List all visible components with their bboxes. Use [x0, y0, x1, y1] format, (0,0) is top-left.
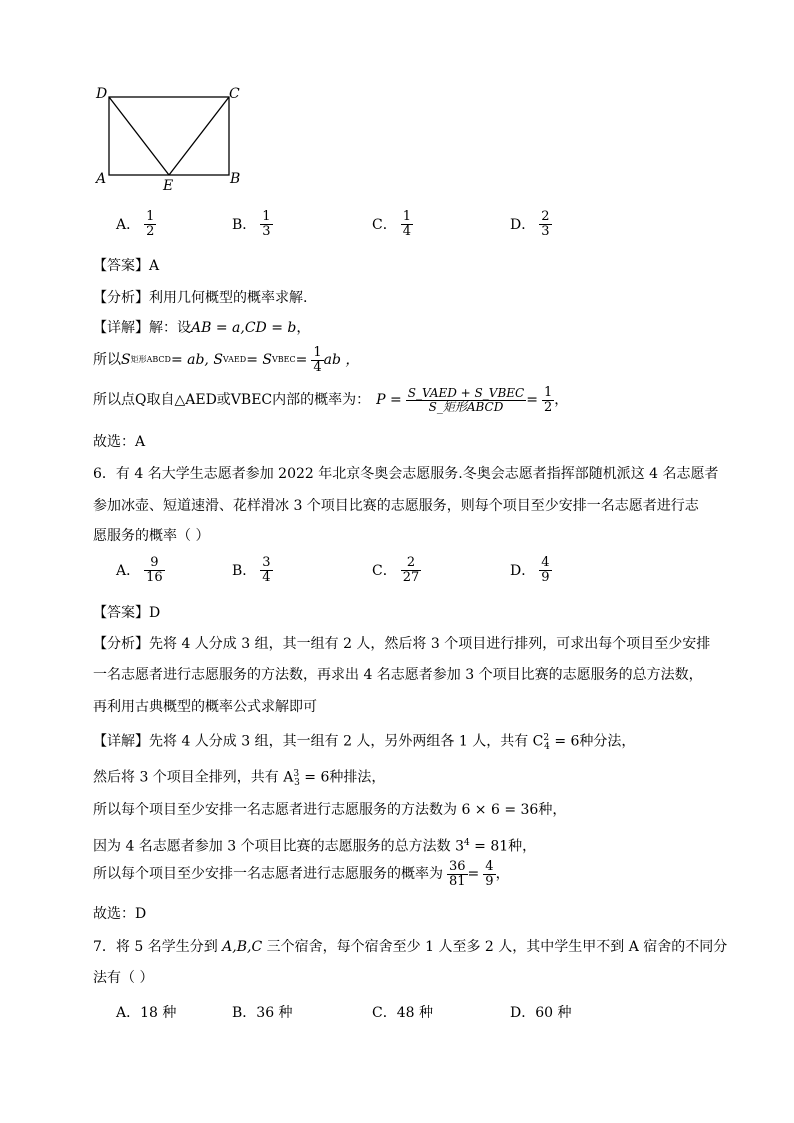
label-e: E	[163, 178, 174, 194]
q6-stem-3: 愿服务的概率（ ）	[93, 528, 210, 544]
q5-option-a[interactable]: A． $\frac{1}{2}$	[116, 209, 155, 239]
fraction: $\frac{4}{9}$	[541, 555, 550, 585]
fraction: $\frac{1}{2}$	[146, 209, 155, 239]
q5-option-b[interactable]: B． $\frac{1}{3}$	[232, 209, 271, 239]
fraction: $\frac{2}{3}$	[541, 209, 550, 239]
fraction: $\frac{36}{81}$	[449, 859, 466, 889]
label-a: A	[96, 171, 107, 187]
q5-detail-1: 【详解】解：设AB = a,CD = b，	[93, 320, 311, 336]
q6-analysis-2: 一名志愿者进行志愿服务的方法数，再求出 4 名志愿者参加 3 个项目比赛的志愿服务的总方法数，	[93, 667, 703, 683]
label-c: C	[229, 86, 240, 102]
q7-option-d[interactable]: D．60 种	[510, 1005, 572, 1021]
q5-detail-3: 所以点Q取自△AED或VBEC内部的概率为： P = $\frac{\text{S\_VAED + S\_VBEC}}{\text{S\_矩形ABCD}}$ = $\frac{1}{2}$ ，	[93, 385, 569, 415]
q5-answer: 【答案】A	[93, 258, 160, 274]
q5-option-d[interactable]: D． $\frac{2}{3}$	[510, 209, 550, 239]
figure-lines	[109, 97, 229, 175]
q7-stem-1: 7．将 5 名学生分到 A,B,C 三个宿舍，每个宿舍至少 1 人至多 2 人，其中学生甲不到 A 宿舍的不同分	[93, 939, 728, 955]
segment-de	[109, 97, 169, 175]
rectangle-figure	[90, 82, 250, 194]
q6-option-b[interactable]: B． $\frac{3}{4}$	[232, 555, 271, 585]
q5-option-c[interactable]: C． $\frac{1}{4}$	[372, 209, 411, 239]
q7-option-a[interactable]: A．18 种	[116, 1005, 177, 1021]
fraction: $\frac{4}{9}$	[485, 859, 494, 889]
rectangle-abcd	[109, 97, 229, 175]
q6-stem-2: 参加冰壶、短道速滑、花样滑冰 3 个项目比赛的志愿服务，则每个项目至少安排一名志愿者进行志	[93, 498, 699, 514]
q5-choice: 故选：A	[93, 434, 146, 450]
q6-option-c[interactable]: C． $\frac{2}{27}$	[372, 555, 420, 585]
q6-choice: 故选：D	[93, 906, 147, 922]
fraction: $\frac{2}{27}$	[402, 555, 420, 585]
q6-option-d[interactable]: D． $\frac{4}{9}$	[510, 555, 550, 585]
fraction: $\frac{1}{3}$	[262, 209, 271, 239]
q6-detail-5: 所以每个项目至少安排一名志愿者进行志愿服务的概率为 $\frac{36}{81}$ = $\frac{4}{9}$ ，	[93, 859, 510, 889]
q6-analysis-3: 再利用古典概型的概率公式求解即可	[93, 699, 317, 715]
q6-detail-1: 【详解】先将 4 人分成 3 组，其一组有 2 人，另外两组各 1 人，共有 $C^2_4 = 6$种分法，	[93, 733, 636, 753]
q6-option-a[interactable]: A． $\frac{9}{16}$	[116, 555, 163, 585]
fraction: $\frac{1}{4}$	[402, 209, 411, 239]
fraction: $\frac{3}{4}$	[262, 555, 271, 585]
q5-analysis: 【分析】利用几何概型的概率求解.	[93, 290, 308, 306]
q5-detail-2: 所以 S 矩形ABCD = ab, S VAED = S VBEC = $\frac{1}{4}$ ab ，	[93, 345, 360, 375]
fraction: $\frac{\text{S\_VAED + S\_VBEC}}{\text{S\_矩形ABCD}}$	[407, 386, 525, 414]
q6-detail-3: 所以每个项目至少安排一名志愿者进行志愿服务的方法数为 6 × 6 = 36种，	[93, 802, 567, 818]
q7-option-c[interactable]: C．48 种	[372, 1005, 433, 1021]
label-b: B	[230, 171, 241, 187]
fraction: $\frac{1}{2}$	[543, 385, 553, 415]
q6-detail-4: 因为 4 名志愿者参加 3 个项目比赛的志愿服务的总方法数 $3^4 = 81$种，	[93, 838, 537, 855]
q6-analysis-1: 【分析】先将 4 人分成 3 组，其一组有 2 人，然后将 3 个项目进行排列，可求出每个项目至少安排	[93, 636, 711, 652]
fraction: $\frac{1}{4}$	[313, 345, 322, 375]
q6-answer: 【答案】D	[93, 605, 161, 621]
q7-stem-2: 法有（ ）	[93, 970, 154, 986]
fraction: $\frac{9}{16}$	[146, 555, 163, 585]
q6-stem-1: 6．有 4 名大学生志愿者参加 2022 年北京冬奥会志愿服务.冬奥会志愿者指挥部随机派这 4 名志愿者	[93, 466, 719, 482]
segment-ce	[169, 97, 229, 175]
q6-detail-2: 然后将 3 个项目全排列，共有 $A^3_3 = 6$种排法，	[93, 769, 386, 789]
q7-option-b[interactable]: B．36 种	[232, 1005, 293, 1021]
label-d: D	[96, 86, 108, 102]
